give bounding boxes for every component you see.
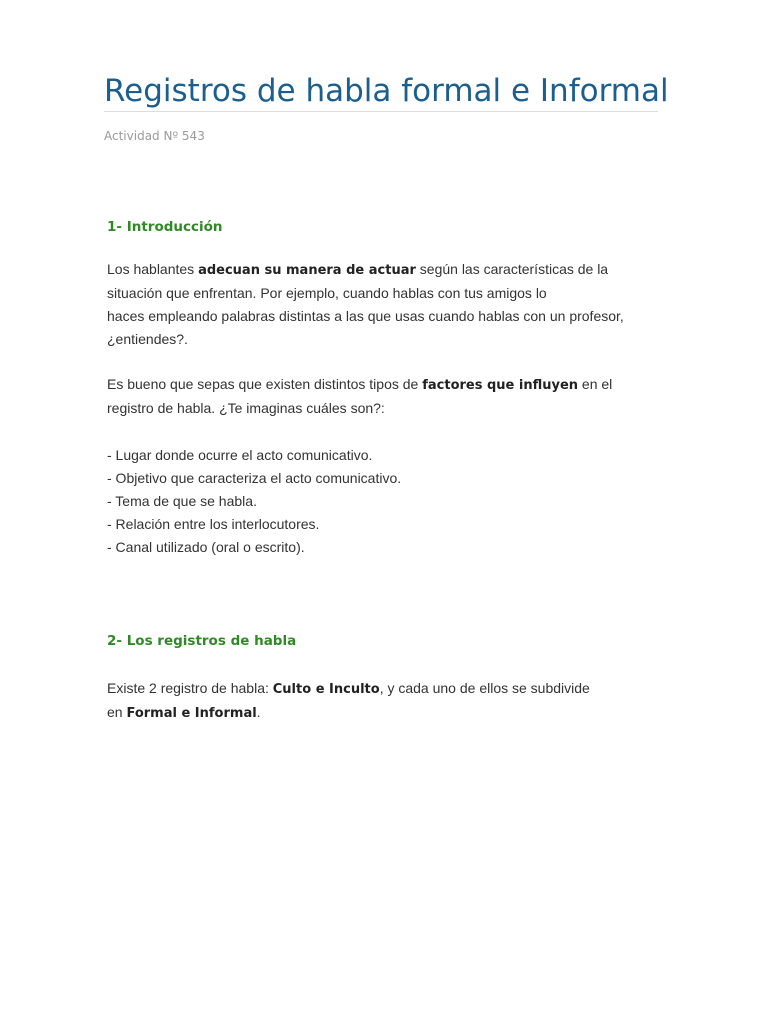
- factors-list-block: [107, 444, 667, 559]
- factors-list: [107, 444, 667, 559]
- list-item: - Objetivo que caracteriza el acto comunicativo.: [107, 470, 402, 486]
- activity-number: Actividad Nº 543: [104, 129, 205, 143]
- list-item: - Canal utilizado (oral o escrito).: [107, 539, 305, 555]
- text-run: Es bueno que sepas que existen distintos tipos de: [107, 376, 423, 392]
- registros-paragraph: [107, 677, 667, 725]
- section-heading-registros: 2- Los registros de habla: [107, 633, 297, 649]
- intro-line-3: haces empleando palabras distintas a las que usas cuando hablas con un profesor,: [107, 308, 624, 324]
- text-run: .: [256, 704, 261, 720]
- text-run: Existe 2 registro de habla:: [107, 680, 273, 696]
- bold-text: Culto e Inculto: [272, 682, 380, 697]
- intro-paragraph: [107, 258, 667, 351]
- section-heading-introduccion: 1- Introducción: [107, 219, 223, 235]
- text-run: según las características de la: [415, 261, 609, 277]
- list-item: - Lugar donde ocurre el acto comunicativo.: [107, 447, 373, 463]
- bold-text: Formal e Informal: [126, 706, 257, 721]
- registros-line-1: [107, 677, 667, 701]
- list-item: - Tema de que se habla.: [107, 493, 257, 509]
- text-run: en el: [578, 376, 613, 392]
- intro-line-1: [107, 258, 667, 282]
- page-title: Registros de habla formal e Informal: [104, 73, 669, 109]
- list-item: - Relación entre los interlocutores.: [107, 516, 320, 532]
- factors-line-1: [107, 373, 667, 397]
- text-run: en: [107, 704, 127, 720]
- intro-line-4: ¿entiendes?.: [107, 331, 188, 347]
- registros-line-2: [107, 701, 667, 725]
- intro-line-2: situación que enfrentan. Por ejemplo, cuando hablas con tus amigos lo: [107, 285, 547, 301]
- bold-text: adecuan su manera de actuar: [198, 263, 416, 278]
- title-divider: [104, 111, 658, 112]
- text-run: , y cada uno de ellos se subdivide: [379, 680, 590, 696]
- text-run: Los hablantes: [107, 261, 199, 277]
- factors-paragraph: [107, 373, 667, 420]
- bold-text: factores que influyen: [422, 378, 579, 393]
- factors-line-2: registro de habla. ¿Te imaginas cuáles son?:: [107, 400, 385, 416]
